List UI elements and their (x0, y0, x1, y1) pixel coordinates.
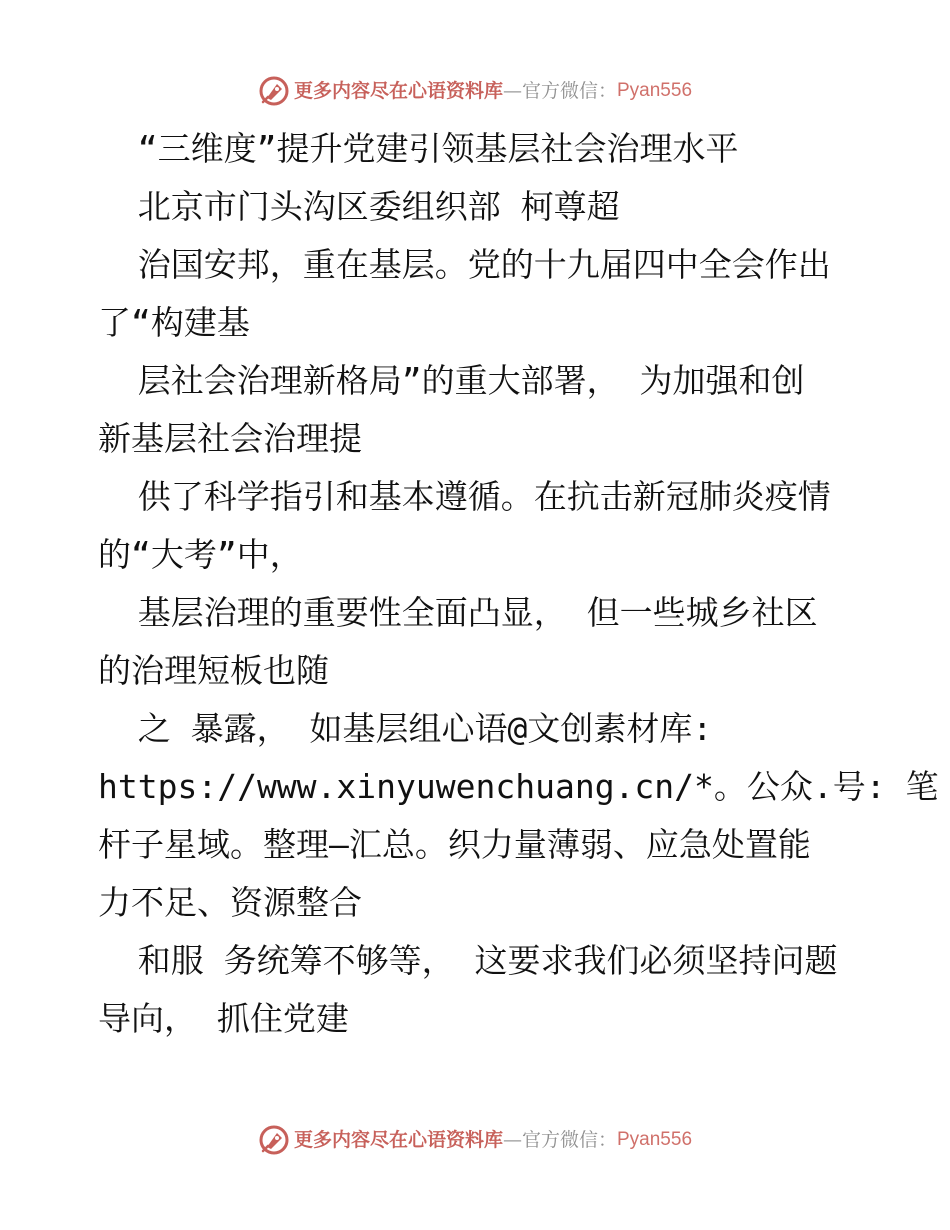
watermark-brand-text: 更多内容尽在心语资料库 (293, 1129, 503, 1151)
watermark-wechat-label: 官方微信： (521, 1129, 617, 1151)
watermark-dash: — (502, 1129, 522, 1151)
author-line: 北京市门头沟区委组织部 柯尊超 (98, 187, 620, 226)
body-line: 供了科学指引和基本遵循。在抗击新冠肺炎疫情 (98, 477, 831, 516)
pen-nib-logo-icon (258, 1124, 290, 1156)
document-body (98, 120, 939, 1048)
body-line: 杆子星域。整理—汇总。织力量薄弱、应急处置能 (98, 825, 811, 864)
document-title: “三维度”提升党建引领基层社会治理水平 (98, 129, 739, 168)
header-watermark (0, 71, 950, 111)
watermark-dash: — (502, 80, 522, 102)
watermark-wechat-id: Pyan556 (617, 1129, 693, 1150)
body-line: 基层治理的重要性全面凸显， 但一些城乡社区 (98, 593, 818, 632)
body-line: 了“构建基 (98, 303, 250, 342)
body-line: 的治理短板也随 (98, 651, 329, 690)
body-line: 力不足、资源整合 (98, 883, 362, 922)
body-line: 的“大考”中， (98, 535, 303, 574)
body-line: 和服 务统筹不够等， 这要求我们必须坚持问题 (98, 941, 838, 980)
body-line: 新基层社会治理提 (98, 419, 362, 458)
body-line: 治国安邦，重在基层。党的十九届四中全会作出 (98, 245, 831, 284)
watermark-brand-text: 更多内容尽在心语资料库 (293, 80, 503, 102)
body-line: https://www.xinyuwenchuang.cn/*。公众.号: 笔 (98, 767, 939, 806)
footer-watermark (0, 1120, 950, 1160)
watermark-wechat-id: Pyan556 (617, 80, 693, 101)
body-line: 层社会治理新格局”的重大部署， 为加强和创 (98, 361, 805, 400)
watermark-wechat-label: 官方微信： (521, 80, 617, 102)
body-line: 之 暴露， 如基层组心语@文创素材库: (98, 709, 713, 748)
pen-nib-logo-icon (258, 75, 290, 107)
body-line: 导向， 抓住党建 (98, 999, 349, 1038)
